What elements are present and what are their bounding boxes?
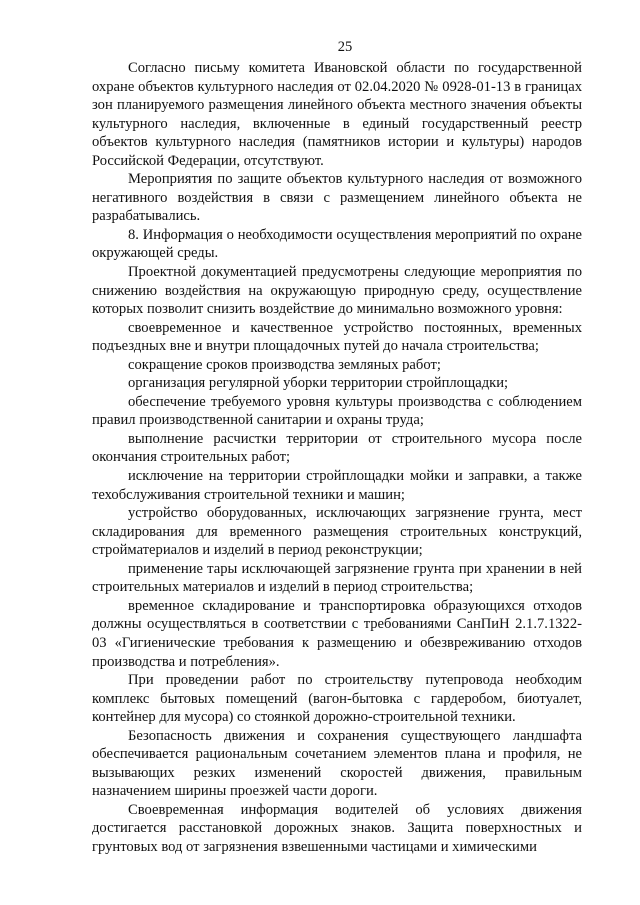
paragraph-driver-information: Своевременная информация водителей об условиях движения достигается расстановкой дорожных знаков. Защита поверхностных и грунтовых вод от загрязнения взвешенными частицами и химическими xyxy=(92,801,582,855)
page-number: 25 xyxy=(337,39,353,55)
list-item: исключение на территории стройплощадки мойки и заправки, а также техобслуживания строительной техники и машин; xyxy=(92,468,582,503)
list-item: обеспечение требуемого уровня культуры производства с соблюдением правил производственной санитарии и охраны труда; xyxy=(92,393,582,429)
list-item: выполнение расчистки территории от строительного мусора после окончания строительных работ; xyxy=(92,430,582,466)
paragraph-measures-intro: Проектной документацией предусмотрены следующие мероприятия по снижению воздействия на окружающую природную среду, осуществление которых позволит снизить воздействие до минимально возможного уровня: xyxy=(92,264,582,318)
paragraph-culture-heritage-letter: Согласно письму комитета Ивановской области по государственной охране объектов культурного наследия от 02.04.2020 № 0928-01-13 в границах зон планируемого размещения линейного объекта местного значения объекты культурного наследия, включенные в единый государственный реестр объектов культурного наследия (памятников истории и культуры) народов Российской Федерации, отсутствуют. xyxy=(92,60,582,169)
list-item: своевременное и качественное устройство постоянных, временных подъездных вне и внутри площадочных путей до начала строительства; xyxy=(92,319,582,355)
list-item: временное складирование и транспортировка образующихся отходов должны осуществляться в соответствии с требованиями СанПиН 2.1.7.1322-03 «Гигиенические требования к размещению и обезвреживанию отходов производства и потребления». xyxy=(92,597,582,670)
paragraph-household-facilities: При проведении работ по строительству путепровода необходим комплекс бытовых помещений (вагон-бытовка с гардеробом, биотуалет, контейнер для мусора) со стоянкой дорожно-строительной техники. xyxy=(92,672,582,726)
paragraph-heritage-protection-measures: Мероприятия по защите объектов культурного наследия от возможного негативного воздействия в связи с размещением линейного объекта не разрабатывались. xyxy=(92,171,582,225)
list-item: устройство оборудованных, исключающих загрязнение грунта, мест складирования для временного размещения строительных конструкций, стройматериалов и изделий в период реконструкции; xyxy=(92,505,582,559)
section-heading-environment: 8. Информация о необходимости осуществления мероприятий по охране окружающей среды. xyxy=(92,226,582,262)
list-item: применение тары исключающей загрязнение грунта при хранении в ней строительных материалов и изделий в период строительства; xyxy=(92,560,582,596)
list-item: сокращение сроков производства земляных работ; xyxy=(128,356,441,373)
list-item: организация регулярной уборки территории стройплощадки; xyxy=(128,375,509,392)
paragraph-traffic-safety: Безопасность движения и сохранения существующего ландшафта обеспечивается рациональным сочетанием элементов плана и профиля, не вызывающих резких изменений скоростей движения, правильным назначением ширины проезжей части дороги. xyxy=(92,727,582,800)
